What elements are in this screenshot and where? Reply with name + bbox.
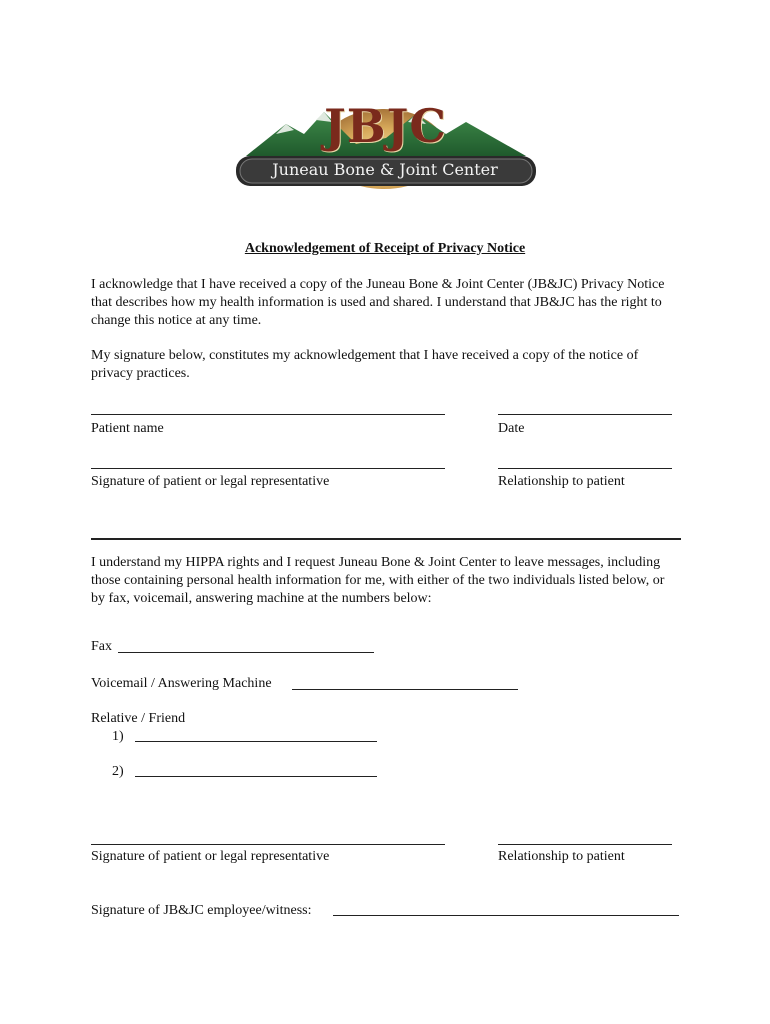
date-label: Date — [498, 421, 525, 436]
voicemail-label: Voicemail / Answering Machine — [91, 676, 272, 691]
relative-friend-label: Relative / Friend — [91, 711, 186, 726]
voicemail-line[interactable] — [292, 689, 518, 690]
patient-name-line[interactable] — [91, 414, 445, 415]
relationship-label-2: Relationship to patient — [498, 849, 625, 864]
witness-signature-line[interactable] — [333, 915, 679, 916]
section-divider — [91, 538, 681, 540]
signature-line-2[interactable] — [91, 844, 445, 845]
relationship-line[interactable] — [498, 468, 672, 469]
witness-label: Signature of JB&JC employee/witness: — [91, 903, 312, 918]
patient-name-label: Patient name — [91, 421, 164, 436]
fax-label: Fax — [91, 639, 112, 654]
relationship-line-2[interactable] — [498, 844, 672, 845]
relative-item-1-label: 1) — [112, 729, 124, 744]
relative-item-2-label: 2) — [112, 764, 124, 779]
relative-item-2-line[interactable] — [135, 776, 377, 777]
jbjc-logo — [216, 94, 554, 190]
relative-item-1-line[interactable] — [135, 741, 377, 742]
acknowledgement-paragraph: I acknowledge that I have received a copy of the Juneau Bone & Joint Center (JB&JC) Privacy Notice that describes how my health information is used and shared. I understand that JB&JC has the right to change this notice at any time. — [91, 277, 665, 328]
fax-line[interactable] — [118, 652, 374, 653]
form-title: Acknowledgement of Receipt of Privacy Notice — [244, 241, 526, 256]
signature-label-2: Signature of patient or legal representative — [91, 849, 330, 864]
relationship-label: Relationship to patient — [498, 474, 625, 489]
signature-line[interactable] — [91, 468, 445, 469]
logo-mark: JBJC — [324, 99, 448, 153]
date-line[interactable] — [498, 414, 672, 415]
signature-statement-paragraph: My signature below, constitutes my acknowledgement that I have received a copy of the notice of privacy practices. — [91, 348, 639, 381]
logo-name: Juneau Bone & Joint Center — [272, 160, 498, 179]
hipaa-request-paragraph: I understand my HIPPA rights and I request Juneau Bone & Joint Center to leave messages, including those containing personal health information for me, with either of the two individuals listed below, or by fax, voicemail, answering machine at the numbers below: — [91, 555, 665, 606]
signature-label: Signature of patient or legal representative — [91, 474, 330, 489]
